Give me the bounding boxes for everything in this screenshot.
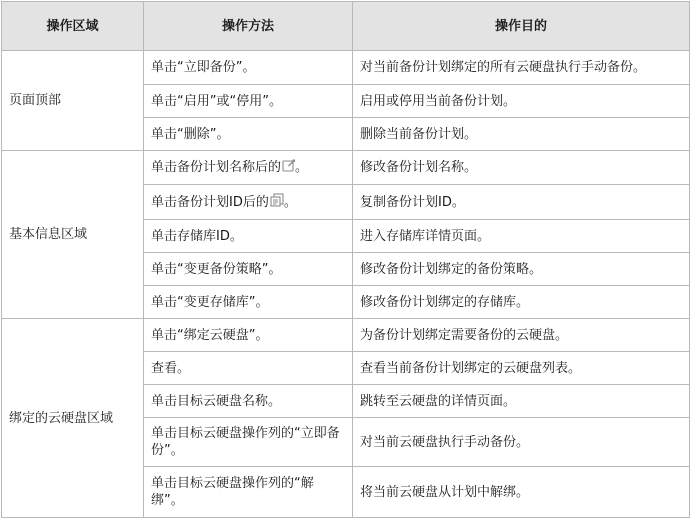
method-cell (144, 151, 353, 185)
method-text: 单击备份计划ID后的 (151, 195, 269, 210)
header-row (2, 2, 690, 51)
purpose-cell: 为备份计划绑定需要备份的云硬盘。 (353, 319, 690, 352)
purpose-cell: 修改备份计划绑定的备份策略。 (353, 253, 690, 286)
operations-table (1, 1, 690, 518)
purpose-cell: 对当前备份计划绑定的所有云硬盘执行手动备份。 (353, 51, 690, 85)
purpose-cell: 修改备份计划绑定的存储库。 (353, 286, 690, 319)
method-cell: 单击“启用”或“停用”。 (144, 85, 353, 118)
header-purpose: 操作目的 (353, 2, 690, 51)
purpose-cell: 将当前云硬盘从计划中解绑。 (353, 467, 690, 518)
method-cell: 单击“立即备份”。 (144, 51, 353, 85)
method-cell: 单击“绑定云硬盘”。 (144, 319, 353, 352)
area-cell: 绑定的云硬盘区域 (2, 319, 144, 518)
method-cell: 单击目标云硬盘名称。 (144, 385, 353, 418)
header-area: 操作区域 (2, 2, 144, 51)
purpose-cell: 复制备份计划ID。 (353, 185, 690, 220)
edit-icon (282, 159, 295, 172)
purpose-cell: 跳转至云硬盘的详情页面。 (353, 385, 690, 418)
purpose-cell: 查看当前备份计划绑定的云硬盘列表。 (353, 352, 690, 385)
method-text: 。 (283, 195, 297, 210)
table-row (2, 151, 690, 185)
method-cell: 查看。 (144, 352, 353, 385)
area-cell: 页面顶部 (2, 51, 144, 151)
method-cell (144, 185, 353, 220)
copy-icon (270, 193, 284, 207)
purpose-cell: 启用或停用当前备份计划。 (353, 85, 690, 118)
purpose-cell: 对当前云硬盘执行手动备份。 (353, 418, 690, 467)
table-row (2, 51, 690, 85)
purpose-cell: 删除当前备份计划。 (353, 118, 690, 151)
purpose-cell: 修改备份计划名称。 (353, 151, 690, 185)
area-cell: 基本信息区域 (2, 151, 144, 319)
method-cell: 单击“删除”。 (144, 118, 353, 151)
method-cell: 单击存储库ID。 (144, 220, 353, 253)
table-row (2, 319, 690, 352)
method-cell: 单击目标云硬盘操作列的“解绑”。 (144, 467, 353, 518)
method-cell: 单击目标云硬盘操作列的“立即备份”。 (144, 418, 353, 467)
purpose-cell: 进入存储库详情页面。 (353, 220, 690, 253)
method-text: 单击备份计划名称后的 (151, 160, 282, 175)
method-text: 。 (295, 160, 309, 175)
method-cell: 单击“变更存储库”。 (144, 286, 353, 319)
method-cell: 单击“变更备份策略”。 (144, 253, 353, 286)
header-method: 操作方法 (144, 2, 353, 51)
